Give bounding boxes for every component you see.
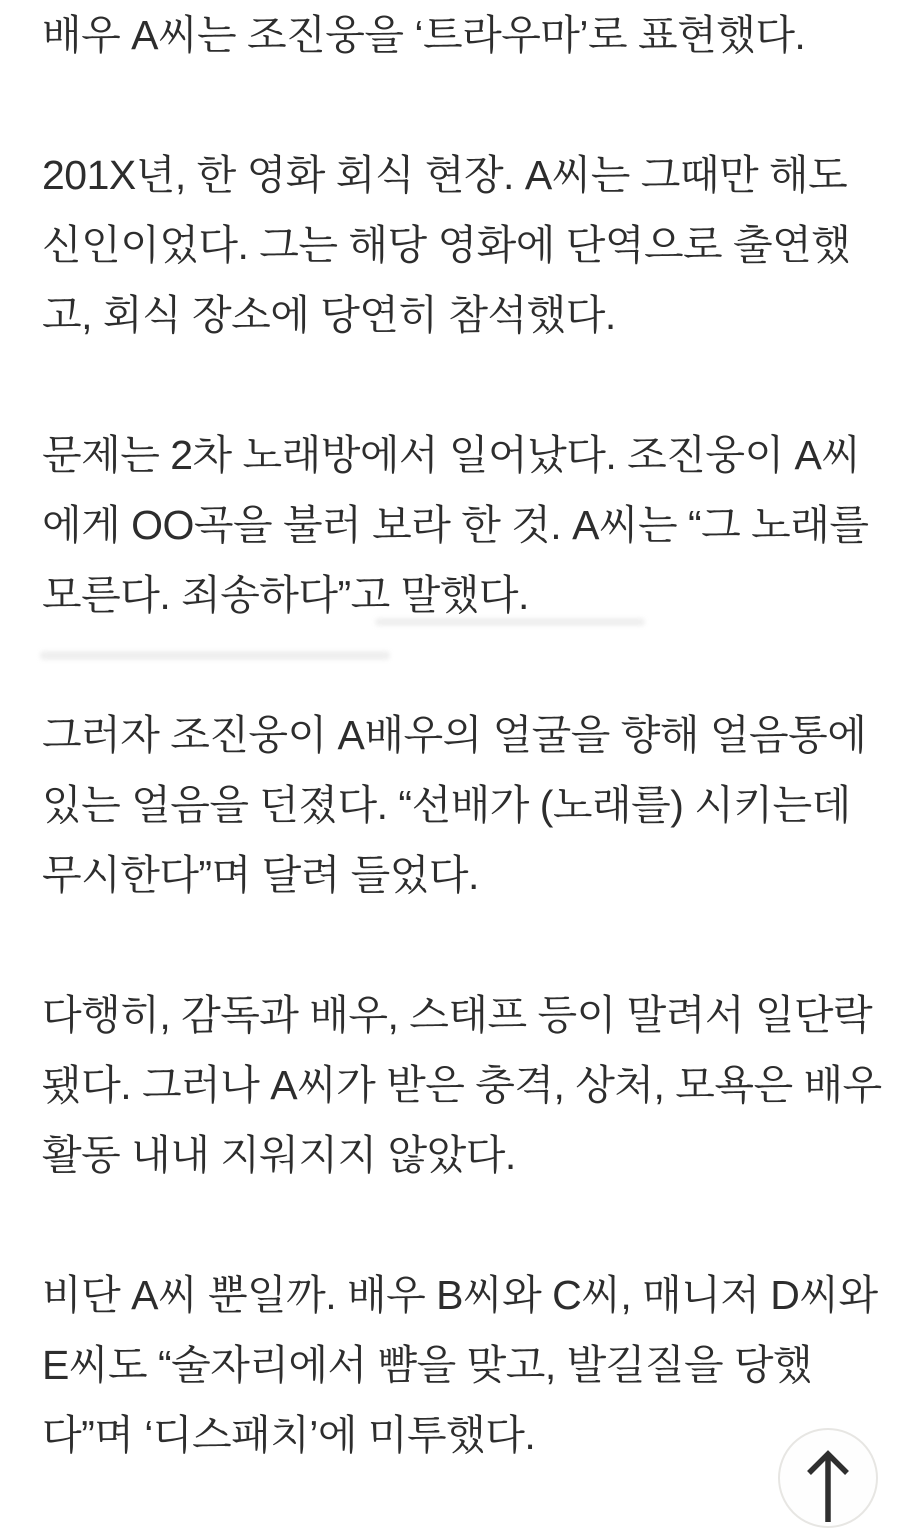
text-line: 201X년, 한 영화 회식 현장. A씨는 그때만 해도: [42, 152, 848, 198]
paragraph: [42, 980, 882, 1190]
text-line: E씨도 “술자리에서 뺨을 맞고, 발길질을 당했: [42, 1342, 813, 1388]
paragraph: [42, 0, 872, 70]
arrow-up-icon: [796, 1430, 860, 1526]
text-line: 배우 A씨는 조진웅을 ‘트라우마’로 표현했다.: [42, 12, 806, 58]
text-line: 에게 OO곡을 불러 보라 한 것. A씨는 “그 노래를: [42, 502, 869, 548]
paragraph: [42, 700, 872, 910]
article-body: [42, 0, 882, 1540]
faint-artifact: [375, 618, 645, 626]
text-line: 활동 내내 지워지지 않았다.: [42, 1132, 516, 1178]
text-line: 비단 A씨 뿐일까. 배우 B씨와 C씨, 매니저 D씨와: [42, 1272, 878, 1318]
text-line: 무시한다”며 달려 들었다.: [42, 852, 479, 898]
paragraph: [42, 1260, 878, 1470]
paragraph: [42, 420, 872, 630]
text-line: 모른다. 죄송하다”고 말했다.: [42, 572, 529, 618]
paragraph: [42, 140, 872, 350]
scroll-to-top-button[interactable]: [778, 1428, 878, 1528]
faint-artifact: [40, 651, 390, 660]
text-line: 문제는 2차 노래방에서 일어났다. 조진웅이 A씨: [42, 432, 861, 478]
text-line: 됐다. 그러나 A씨가 받은 충격, 상처, 모욕은 배우: [42, 1062, 882, 1108]
text-line: 그러자 조진웅이 A배우의 얼굴을 향해 얼음통에: [42, 712, 867, 758]
text-line: 다”며 ‘디스패치’에 미투했다.: [42, 1412, 536, 1458]
text-line: 있는 얼음을 던졌다. “선배가 (노래를) 시키는데: [42, 782, 851, 828]
text-line: 다행히, 감독과 배우, 스태프 등이 말려서 일단락: [42, 992, 873, 1038]
text-line: 신인이었다. 그는 해당 영화에 단역으로 출연했: [42, 222, 851, 268]
text-line: 고, 회식 장소에 당연히 참석했다.: [42, 292, 616, 338]
